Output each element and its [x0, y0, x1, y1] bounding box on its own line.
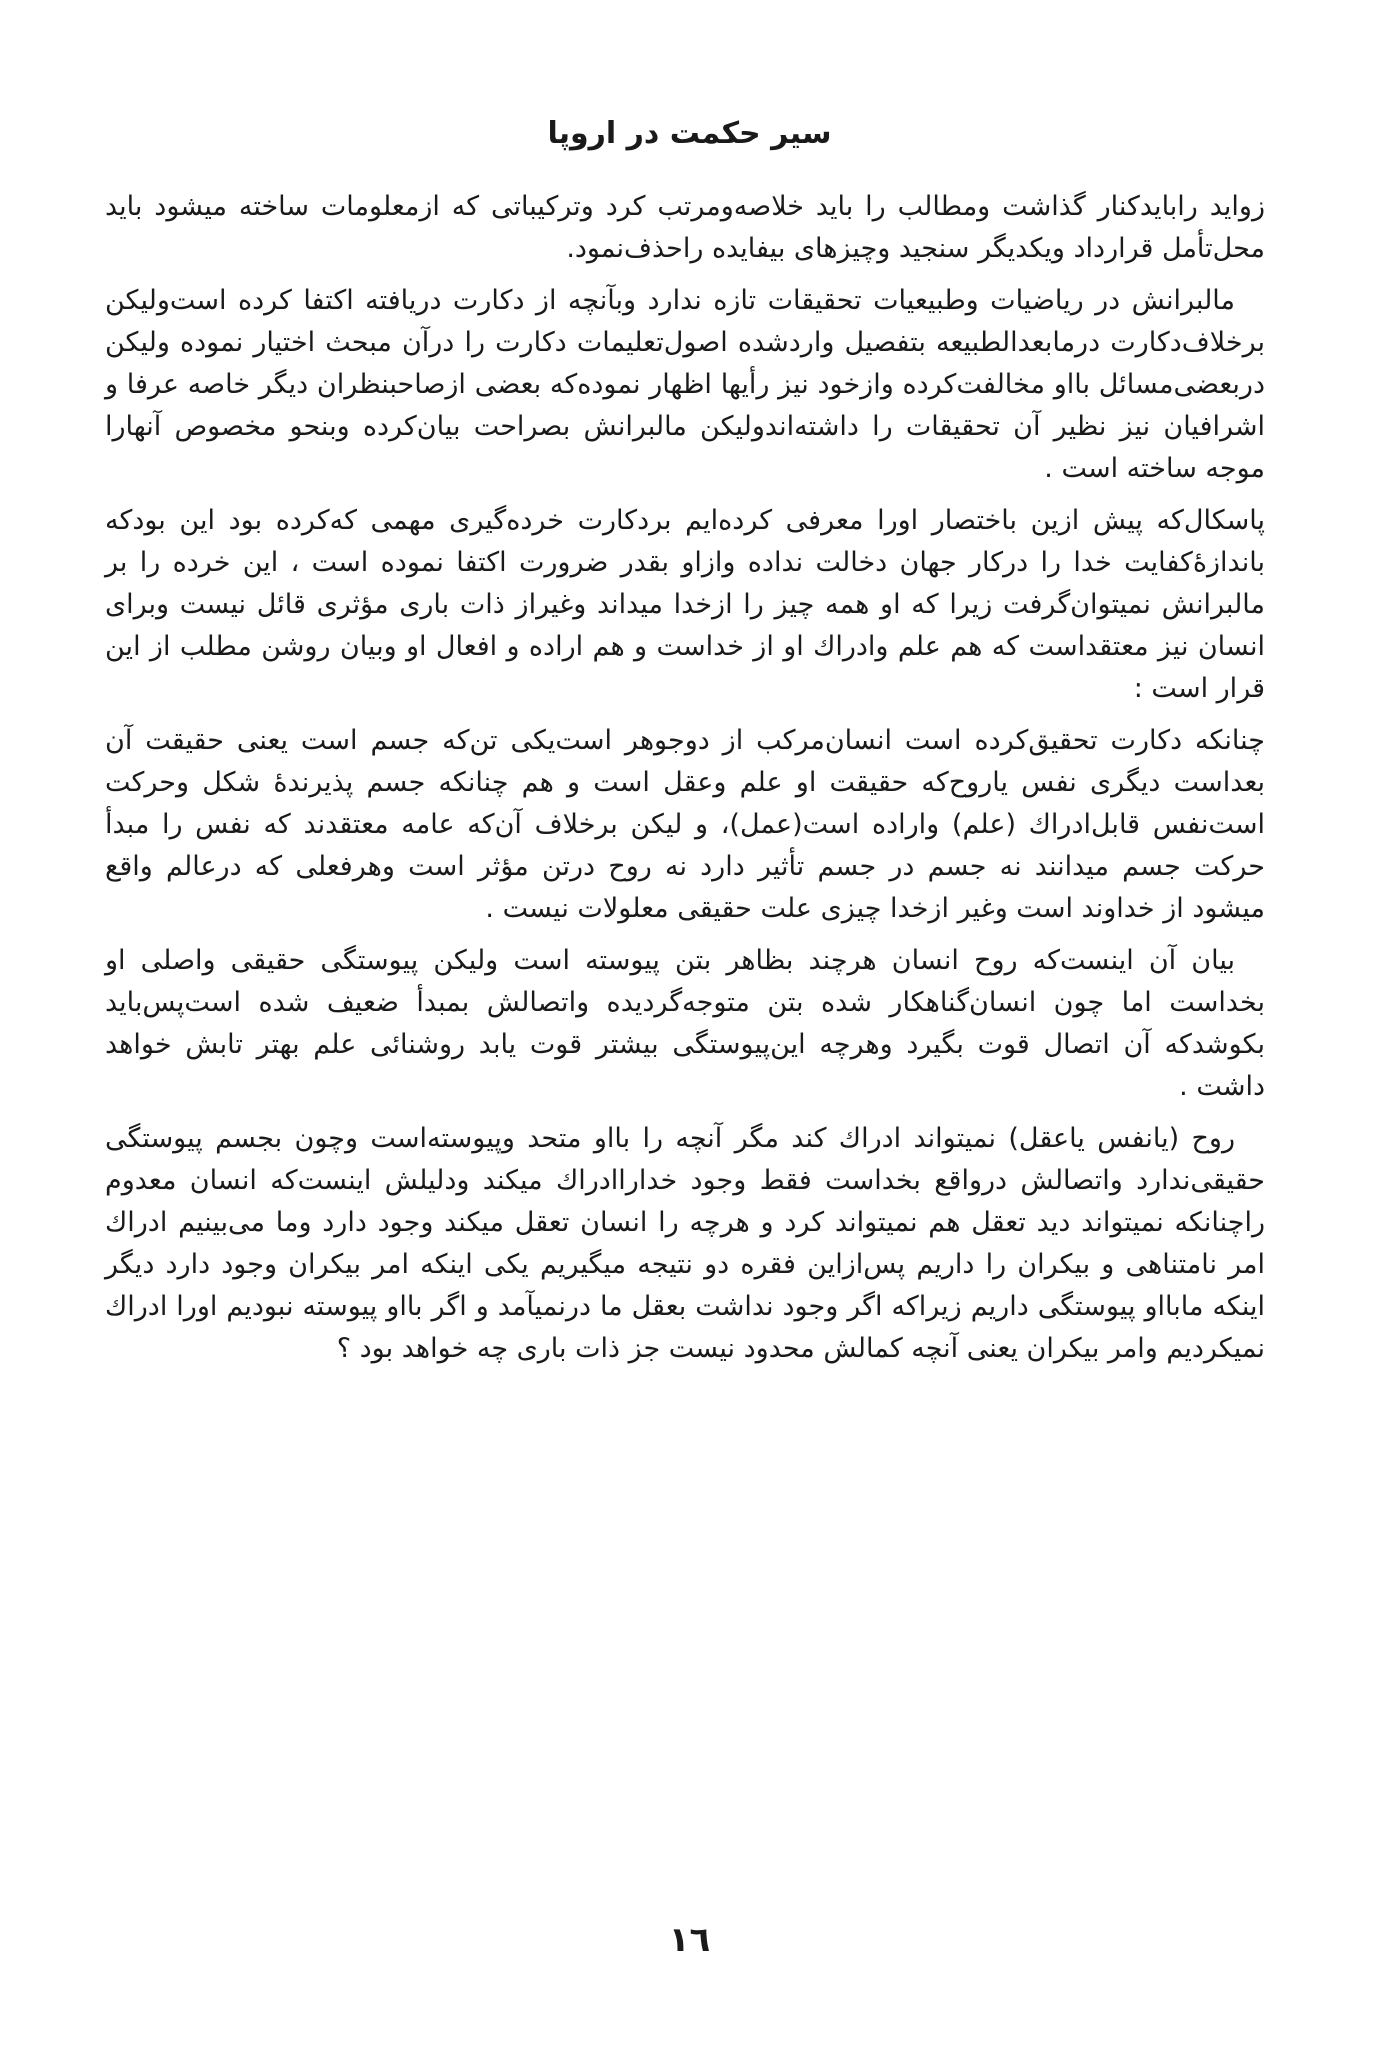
body-text: [105, 186, 1265, 1380]
paragraph-6: روح (یانفس یاعقل) نمیتواند ادراك کند مگر آنچه را بااو متحد وپیوسته‌است وچون بجسم پیوستگی حقیقی‌ندارد واتصالش درواقع بخداست فقط وجود خدارا‌ادراك میکند ودلیلش اینست‌که انسان معدوم راچنانکه نمیتواند دید تعقل هم نمیتواند کرد و هرچه را انسان تعقل میکند وجود دارد وما می‌بینیم ادراك امر نامتناهی و بیکران را داریم پس‌ازاین فقره دو نتیجه میگیریم یکی اینکه امر بیکران وجود دارد دیگر اینکه مابااو پیوستگی داریم زیراکه اگر وجود نداشت بعقل ما درنمیآمد و اگر بااو پیوسته نبودیم اورا ادراك نمیکردیم وامر بیکران یعنی آنچه کمالش محدود نیست جز ذات باری چه خواهد بود ؟: [105, 1123, 1265, 1364]
page-number: ١٦: [668, 1920, 711, 1960]
paragraph-2: مالبرانش در ریاضیات وطبیعیات تحقیقات تازه ندارد وبآنچه از دکارت دریافته اکتفا کرده است‌ولیکن برخلاف‌دکارت درمابعدالطبیعه بتفصیل وارد‌شده اصول‌تعلیمات دکارت را درآن مبحث اختیار نموده ولیکن دربعضی‌مسائل بااو مخالفت‌کرده وازخود نیز رأیها اظهار نموده‌که بعضی ازصاحبنظران دیگر خاصه عرفا و اشرافیان نیز نظیر آن تحقیقات را داشته‌اندولیکن مالبرانش بصراحت بیان‌کرده وبنحو مخصوص آنهارا موجه ساخته است .: [105, 285, 1265, 484]
paragraph-5: بیان آن اینست‌که روح انسان هرچند بظاهر بتن پیوسته است ولیکن پیوستگی حقیقی واصلی او بخداست اما چون انسان‌گناهکار شده بتن متوجه‌گردیده واتصالش بمبدأ ضعیف شده است‌پس‌باید بکوشدکه آن اتصال قوت بگیرد وهرچه این‌پیوستگی بیشتر قوت یابد روشنائی علم بهتر تابش خواهد داشت .: [105, 945, 1265, 1102]
paragraph-4: چنانکه دکارت تحقیق‌کرده است انسان‌مرکب از دوجوهر است‌یکی تن‌که جسم است یعنی حقیقت آن بعداست دیگری نفس یاروح‌که حقیقت او علم وعقل است و هم چنانکه جسم پذیرندهٔ شکل وحرکت است‌نفس قابل‌ادراك (علم) واراده است(عمل)، و لیکن برخلاف آن‌که عامه معتقدند که نفس را مبدأ حرکت جسم میدانند نه جسم در جسم تأثیر دارد نه روح درتن مؤثر است وهرفعلی که درعالم واقع میشود از خداوند است وغیر ازخدا چیزی علت حقیقی معلولات نیست .: [105, 725, 1265, 924]
paragraph-3: پاسکال‌که پیش ازین باختصار اورا معرفی کرده‌ایم بردکارت خرده‌گیری مهمی که‌کرده بود این بودکه باندازهٔ‌کفایت خدا را درکار جهان دخالت نداده وازاو بقدر ضرورت اکتفا نموده است ، این خرده را بر مالبرانش نمیتوان‌گرفت زیرا که او همه چیز را ازخدا میداند وغیراز ذات باری مؤثری قائل نیست وبرای انسان نیز معتقداست که هم علم وادراك او از خداست و هم اراده و افعال او وبیان روشن مطلب از این قرار است :: [105, 505, 1265, 704]
running-header: سیر حکمت در اروپا: [547, 116, 832, 151]
paragraph-1: زواید رابایدکنار گذاشت ومطالب را باید خلاصه‌ومرتب کرد وترکیباتی که ازمعلومات ساخته میشود باید محل‌تأمل قرارداد ویکدیگر سنجید وچیزهای بیفایده راحذف‌نمود.: [105, 191, 1265, 264]
